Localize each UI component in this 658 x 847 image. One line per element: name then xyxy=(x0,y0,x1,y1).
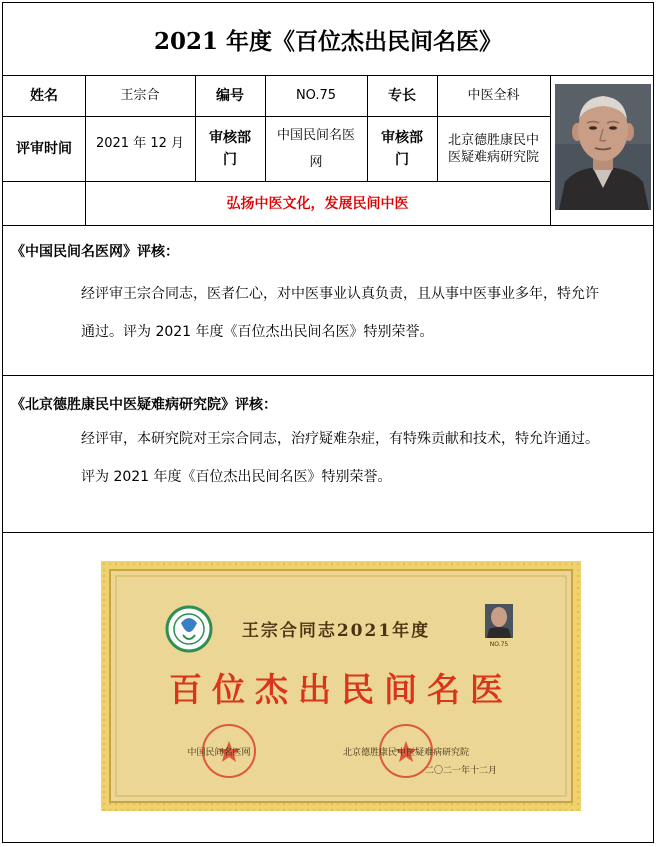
specialty-value: 中医全科 xyxy=(467,87,520,103)
divider xyxy=(3,375,653,376)
specialty-label: 专长 xyxy=(388,87,416,104)
certificate-main-title: 百位杰出民间名医 xyxy=(169,670,513,709)
certificate-date: 二〇二一年十二月 xyxy=(424,766,498,776)
review-dept2-label: 审核部门 xyxy=(381,129,423,168)
review2-line1: 经评审，本研究院对王宗合同志，治疗疑难杂症，有特殊贡献和技术，特允许通过。 xyxy=(81,431,599,447)
review-time-label: 评审时间 xyxy=(16,140,72,157)
certificate-image xyxy=(101,561,581,811)
doctor-portrait xyxy=(555,84,651,210)
certificate-photo-no: NO.75 xyxy=(489,641,509,648)
review-dept1-label: 审核部门 xyxy=(209,129,251,168)
divider xyxy=(550,75,551,225)
number-value: NO.75 xyxy=(295,87,337,103)
certificate-logo xyxy=(167,607,211,651)
certificate-photo xyxy=(485,604,513,638)
award-certificate xyxy=(101,561,581,811)
number-label: 编号 xyxy=(216,87,244,104)
divider xyxy=(3,532,653,533)
certificate-issuer2: 北京德胜康民中医疑难病研究院 xyxy=(342,748,470,758)
review-time-value: 2021 年 12 月 xyxy=(95,135,185,151)
review-dept2-value: 北京德胜康民中医疑难病研究院 xyxy=(447,132,539,165)
review2-line2: 评为 2021 年度《百位杰出民间名医》特别荣誉。 xyxy=(81,469,392,485)
certificate-document xyxy=(2,2,654,843)
review1-line2: 通过。评为 2021 年度《百位杰出民间名医》特别荣誉。 xyxy=(81,324,434,340)
review2-heading: 《北京德胜康民中医疑难病研究院》评核： xyxy=(11,397,277,413)
divider xyxy=(3,225,653,226)
certificate-issuer1: 中国民间名医网 xyxy=(187,748,251,758)
certificate-subtitle: 王宗合同志2021年度 xyxy=(241,621,431,641)
name-label: 姓名 xyxy=(30,87,58,104)
page-title: 2021 年度《百位杰出民间名医》 xyxy=(153,27,503,55)
review1-heading: 《中国民间名医网》评核： xyxy=(11,244,179,260)
name-value: 王宗合 xyxy=(120,87,160,103)
review1-line1: 经评审王宗合同志，医者仁心，对中医事业认真负责，且从事中医事业多年，特允许 xyxy=(81,286,599,302)
portrait-image xyxy=(555,84,651,210)
review-dept1-value: 中国民间名医网 xyxy=(276,127,355,170)
slogan: 弘扬中医文化，发展民间中医 xyxy=(226,196,409,212)
